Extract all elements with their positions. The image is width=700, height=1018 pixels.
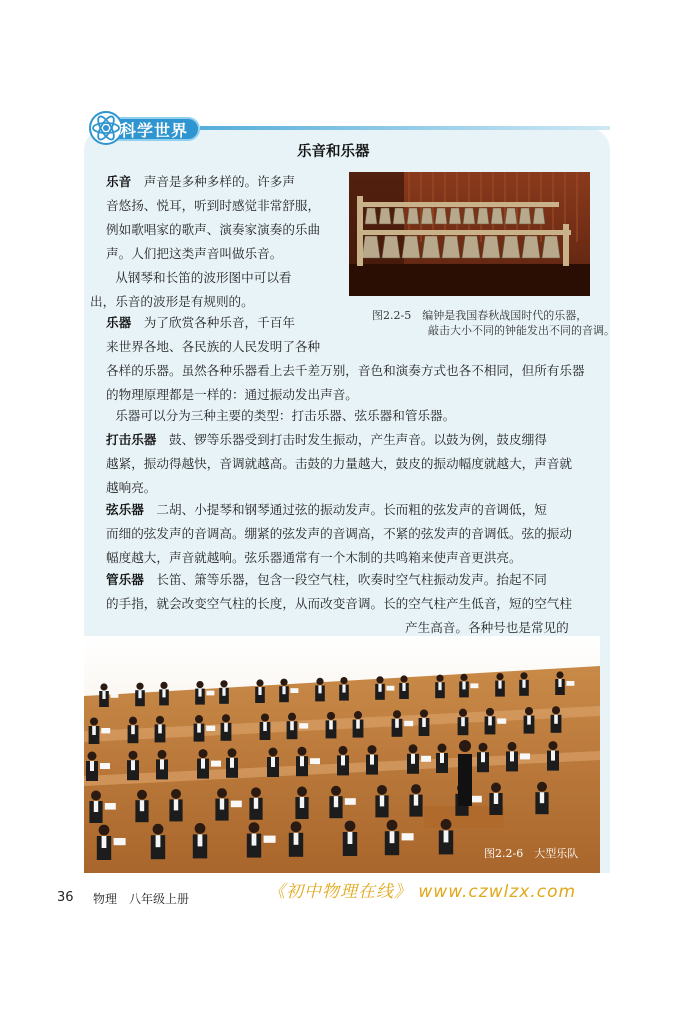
- musician-figure: [551, 751, 555, 761]
- musician-figure: [370, 755, 374, 765]
- musician-figure: [201, 759, 205, 769]
- figure2-caption: [484, 846, 578, 861]
- line-text: 而细的弦发声的音调高。绷紧的弦发声的音调高，不紧的弦发声的音调低。弦的振动: [106, 526, 572, 541]
- musician-figure: [400, 675, 407, 682]
- musician-figure: [356, 720, 360, 729]
- musician-figure: [558, 679, 561, 687]
- musician-figure: [494, 793, 498, 804]
- musician-figure: [298, 747, 307, 756]
- musician-figure: [92, 726, 96, 735]
- figure1-caption: [372, 308, 615, 338]
- musician-figure: [316, 678, 323, 685]
- musician-figure: [153, 824, 164, 835]
- text-line: [106, 194, 342, 218]
- atom-icon: [88, 110, 124, 146]
- musician-figure: [91, 791, 101, 801]
- musician-figure: [263, 722, 267, 731]
- music-stand: [520, 753, 530, 759]
- musician-figure: [491, 783, 501, 793]
- bianzhong-photo: [349, 172, 590, 296]
- musician-figure: [162, 689, 165, 697]
- musician-figure: [395, 719, 399, 728]
- musician-figure: [131, 725, 135, 734]
- paragraph-waveform: [90, 266, 342, 314]
- line-text: 例如歌唱家的歌声、演奏家演奏的乐曲: [106, 222, 321, 237]
- musician-figure: [334, 796, 338, 807]
- paragraph-musical-tone: [106, 170, 342, 266]
- term-label: 乐器: [106, 315, 132, 330]
- musician-figure: [549, 741, 558, 750]
- line-text: 二胡、小提琴和钢琴通过弦的振动发声。长而粗的弦发声的音调低，短: [143, 502, 547, 517]
- musician-figure: [258, 687, 261, 695]
- musician-figure: [378, 684, 381, 692]
- music-stand: [114, 838, 126, 845]
- text-line: [106, 546, 606, 570]
- musician-figure: [486, 708, 494, 716]
- musician-figure: [137, 790, 147, 800]
- musician-figure: [402, 683, 405, 691]
- musician-figure: [138, 690, 141, 698]
- musician-figure: [88, 752, 97, 761]
- musician-figure: [198, 689, 201, 697]
- musician-figure: [522, 680, 525, 688]
- text-line: [106, 335, 606, 359]
- musician-figure: [220, 799, 224, 810]
- text-line: [90, 404, 600, 428]
- musician-figure: [329, 720, 333, 729]
- term-label: 弦乐器: [106, 502, 144, 517]
- music-stand: [402, 833, 414, 840]
- musician-figure: [224, 723, 228, 732]
- line-text: 的物理原理都是一样的：通过振动发出声音。: [106, 387, 358, 402]
- musician-figure: [129, 751, 138, 760]
- figure2-label: 大型乐队: [534, 847, 579, 860]
- musician-figure: [282, 686, 285, 694]
- musician-figure: [290, 721, 294, 730]
- text-line: [106, 428, 606, 452]
- musician-figure: [354, 711, 362, 719]
- musician-figure: [254, 798, 258, 809]
- paragraph-types: [90, 404, 600, 428]
- musician-figure: [537, 782, 547, 792]
- musician-figure: [441, 819, 452, 830]
- wind-wrap-line-1: 产生高音。各种号也是常见的: [405, 620, 569, 635]
- text-line: [90, 266, 342, 290]
- musician-figure: [297, 787, 307, 797]
- line-text: 来世界各地、各民族的人民发明了各种: [106, 339, 321, 354]
- music-stand: [206, 691, 214, 696]
- musician-figure: [341, 755, 345, 765]
- music-stand: [231, 801, 242, 808]
- musician-figure: [348, 832, 353, 844]
- text-line: [106, 522, 606, 546]
- figure1-number: 图2.2-5: [372, 309, 412, 322]
- musician-figure: [174, 799, 178, 810]
- line-text: 长笛、箫等乐器，包含一段空气柱，吹奏时空气柱振动发声。抬起不同: [143, 572, 547, 587]
- line-text: 的手指，就会改变空气柱的长度，从而改变音调。长的空气柱产生低音，短的空气柱: [106, 596, 572, 611]
- musician-figure: [222, 714, 230, 722]
- musician-figure: [376, 676, 383, 683]
- musician-figure: [556, 671, 563, 678]
- musician-figure: [540, 792, 544, 803]
- musician-figure: [461, 717, 465, 726]
- line-text: 声音是多种多样的。许多声: [131, 174, 295, 189]
- text-line: [106, 359, 606, 383]
- musician-figure: [414, 795, 418, 806]
- musician-figure: [438, 744, 447, 753]
- musician-figure: [459, 709, 467, 717]
- musician-figure: [554, 715, 558, 724]
- line-text: 为了欣赏各种乐音，千百年: [131, 315, 295, 330]
- conductor-figure: [458, 754, 472, 806]
- musician-figure: [249, 822, 260, 833]
- musician-figure: [552, 706, 560, 714]
- paragraph-percussion: [106, 428, 606, 500]
- musician-figure: [171, 789, 181, 799]
- line-text: 音悠扬、悦耳，听到时感觉非常舒服，: [106, 198, 321, 213]
- musician-figure: [222, 688, 225, 696]
- line-text: 声。人们把这类声音叫做乐音。: [106, 246, 283, 261]
- musician-figure: [409, 744, 418, 753]
- musician-figure: [390, 831, 395, 843]
- musician-figure: [462, 681, 465, 689]
- musician-figure: [99, 825, 110, 836]
- musician-figure: [129, 717, 137, 725]
- music-stand: [105, 803, 116, 810]
- musician-figure: [393, 710, 401, 718]
- music-stand: [290, 688, 298, 693]
- music-stand: [470, 683, 478, 688]
- musician-figure: [136, 683, 143, 690]
- musician-figure: [196, 681, 203, 688]
- musician-figure: [269, 748, 278, 757]
- musician-figure: [340, 677, 347, 684]
- musician-figure: [197, 724, 201, 733]
- music-stand: [404, 721, 413, 726]
- header-rule: [200, 126, 610, 130]
- musician-figure: [510, 751, 514, 761]
- line-text: 从钢琴和长笛的波形图中可以看: [90, 270, 292, 285]
- music-stand: [310, 758, 320, 764]
- musician-figure: [377, 785, 387, 795]
- musician-figure: [90, 717, 98, 725]
- conductor-head: [459, 740, 471, 752]
- line-text: 各样的乐器。虽然各种乐器看上去千差万别，音色和演奏方式也各不相同，但所有乐器: [106, 363, 585, 378]
- musician-figure: [256, 679, 263, 686]
- music-stand: [206, 726, 215, 731]
- musician-figure: [527, 716, 531, 725]
- musician-figure: [327, 712, 335, 720]
- musician-figure: [294, 833, 299, 845]
- musician-figure: [479, 743, 488, 752]
- orchestra-photo: [84, 636, 600, 873]
- page-number: 36: [57, 890, 74, 905]
- musician-figure: [444, 830, 449, 842]
- text-line: [106, 452, 606, 476]
- musician-figure: [318, 685, 321, 693]
- musician-figure: [288, 713, 296, 721]
- musician-figure: [498, 681, 501, 689]
- text-line: [106, 218, 342, 242]
- musician-figure: [140, 800, 144, 811]
- musician-figure: [195, 715, 203, 723]
- musician-figure: [102, 691, 105, 699]
- music-stand: [101, 728, 110, 733]
- musician-figure: [280, 679, 287, 686]
- music-stand: [264, 836, 276, 843]
- musician-figure: [420, 709, 428, 717]
- musician-figure: [422, 718, 426, 727]
- musician-figure: [131, 760, 135, 770]
- musician-figure: [508, 742, 517, 751]
- musician-figure: [339, 746, 348, 755]
- musician-figure: [195, 823, 206, 834]
- musician-figure: [251, 787, 261, 797]
- text-line: [106, 592, 606, 616]
- musician-figure: [488, 716, 492, 725]
- line-text: 出，乐音的波形是有规则的。: [90, 294, 254, 309]
- music-stand: [299, 723, 308, 728]
- music-stand: [211, 761, 221, 767]
- line-text: 越响亮。: [106, 480, 157, 495]
- music-stand: [497, 718, 506, 723]
- paragraph-wind: [106, 568, 606, 616]
- musician-figure: [198, 834, 203, 846]
- term-label: 乐音: [106, 174, 132, 189]
- musician-figure: [496, 673, 503, 680]
- text-line: [106, 170, 342, 194]
- music-stand: [421, 756, 431, 762]
- musician-figure: [160, 759, 164, 769]
- musician-figure: [520, 672, 527, 679]
- musician-figure: [252, 834, 257, 846]
- musician-figure: [300, 797, 304, 808]
- musician-figure: [460, 674, 467, 681]
- badge-label: 科学世界: [120, 121, 189, 140]
- musician-figure: [94, 801, 98, 812]
- term-label: 管乐器: [106, 572, 144, 587]
- musician-figure: [102, 836, 107, 848]
- text-line: [106, 476, 606, 500]
- text-line: [106, 568, 606, 592]
- musician-figure: [228, 748, 237, 757]
- music-stand: [386, 686, 394, 691]
- figure1-caption-line1: 编钟是我国春秋战国时代的乐器，: [422, 309, 588, 322]
- musician-figure: [368, 745, 377, 754]
- line-text: 鼓、锣等乐器受到打击时发生振动，产生声音。以鼓为例，鼓皮绷得: [156, 432, 547, 447]
- musician-figure: [436, 675, 443, 682]
- musician-figure: [438, 682, 441, 690]
- line-text: 越紧，振动得越快，音调就越高。击鼓的力量越大，鼓皮的振动幅度就越大，声音就: [106, 456, 572, 471]
- musician-figure: [158, 750, 167, 759]
- watermark: 《初中物理在线》 www.czwlzx.com: [268, 882, 577, 902]
- musician-figure: [271, 757, 275, 767]
- musician-figure: [217, 788, 227, 798]
- paragraph-strings: [106, 498, 606, 570]
- musician-figure: [411, 784, 421, 794]
- musician-figure: [90, 761, 94, 771]
- line-text: 幅度越大，声音就越响。弦乐器通常有一个木制的共鸣箱来使声音更洪亮。: [106, 550, 522, 565]
- text-line: [106, 498, 606, 522]
- music-stand: [345, 798, 356, 805]
- figure1-caption-line2: 敲击大小不同的钟能发出不同的音调。: [428, 324, 615, 337]
- music-stand: [471, 796, 482, 803]
- musician-figure: [525, 707, 533, 715]
- music-stand: [566, 681, 574, 686]
- musician-figure: [411, 754, 415, 764]
- figure2-number: 图2.2-6: [484, 847, 524, 860]
- science-world-badge: [88, 114, 200, 144]
- term-label: 打击乐器: [106, 432, 157, 447]
- musician-figure: [158, 724, 162, 733]
- musician-figure: [387, 820, 398, 831]
- musician-figure: [199, 749, 208, 758]
- musician-figure: [345, 821, 356, 832]
- musician-figure: [100, 683, 107, 690]
- text-line: [106, 242, 342, 266]
- music-stand: [110, 693, 118, 698]
- line-text: 乐器可以分为三种主要的类型：打击乐器、弦乐器和管乐器。: [90, 408, 456, 423]
- musician-figure: [342, 685, 345, 693]
- musician-figure: [291, 821, 302, 832]
- musician-figure: [380, 795, 384, 806]
- musician-figure: [481, 752, 485, 762]
- musician-figure: [156, 835, 161, 847]
- musician-figure: [160, 682, 167, 689]
- musician-figure: [230, 758, 234, 768]
- book-title: 物理 八年级上册: [93, 892, 190, 906]
- musician-figure: [440, 753, 444, 763]
- section-title: 乐音和乐器: [297, 144, 370, 160]
- musician-figure: [300, 756, 304, 766]
- musician-figure: [261, 713, 269, 721]
- musician-figure: [220, 680, 227, 687]
- musician-figure: [156, 716, 164, 724]
- music-stand: [100, 763, 110, 769]
- musician-figure: [331, 786, 341, 796]
